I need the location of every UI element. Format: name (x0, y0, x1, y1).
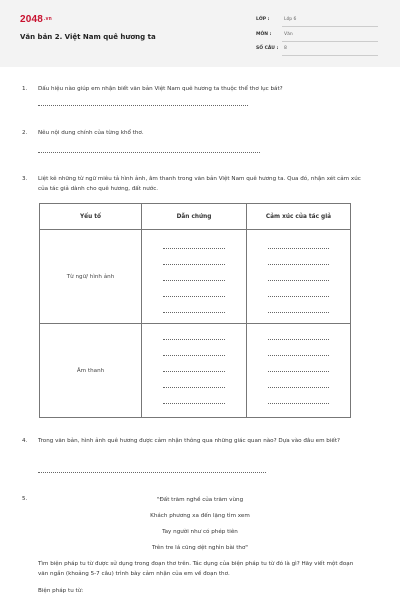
poem-line: Trên tre lá cũng dệt nghìn bài thơ" (152, 545, 248, 551)
table-header: Dẫn chứng (142, 204, 247, 230)
poem-line: Tay người như có phép tiên (162, 529, 238, 535)
row-label: Âm thanh (40, 324, 142, 418)
answer-label: Biện pháp tu từ: (38, 588, 84, 594)
answer-line[interactable] (38, 105, 248, 106)
row-label: Từ ngữ/ hình ảnh (40, 230, 142, 324)
answer-line[interactable] (38, 472, 266, 473)
table-header: Yếu tố (40, 204, 142, 230)
logo[interactable]: 2048.vn (20, 14, 52, 25)
table-header: Cảm xúc của tác giả (247, 204, 351, 230)
page-header: 2048.vn Văn bản 2. Việt Nam quê hương ta LỚP : Lớp 6 MÔN : Văn SỐ CÂU : 8 (0, 0, 400, 67)
answer-line[interactable] (38, 152, 260, 153)
document-title: Văn bản 2. Việt Nam quê hương ta (20, 33, 156, 41)
emotion-cell[interactable] (247, 324, 351, 418)
poem-line: "Đất trăm nghề của trăm vùng (156, 497, 244, 503)
table-row (40, 324, 351, 418)
evidence-cell[interactable] (142, 230, 247, 324)
answer-table (39, 203, 351, 418)
evidence-cell[interactable] (142, 324, 247, 418)
table-row (40, 230, 351, 324)
poem-line: Khách phương xa đến lặng tìm xem (150, 513, 250, 519)
emotion-cell[interactable] (247, 230, 351, 324)
